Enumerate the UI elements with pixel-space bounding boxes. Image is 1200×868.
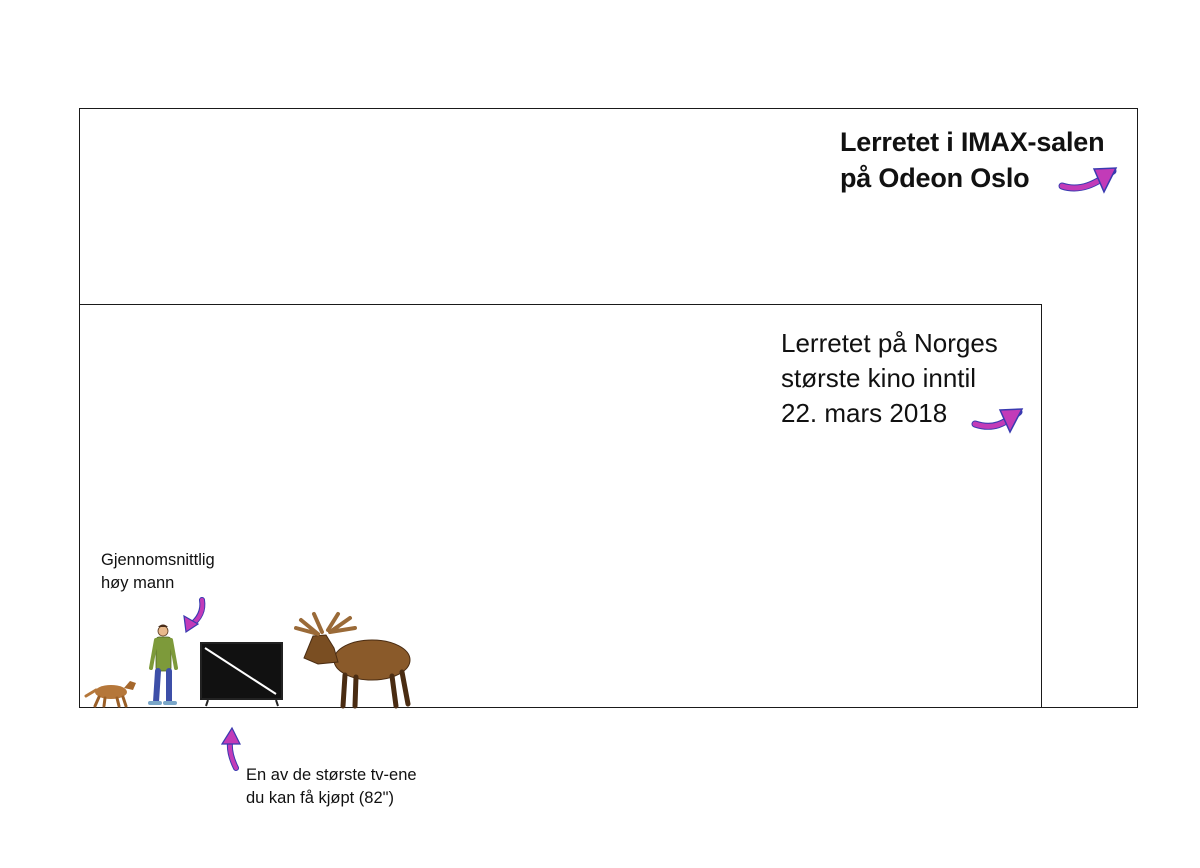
moose-figure <box>296 614 410 706</box>
imax-arrow-icon <box>1062 168 1116 192</box>
imax-label-line-2: på Odeon Oslo <box>840 163 1030 193</box>
dog-figure <box>86 681 136 706</box>
norway-label-line-2: største kino inntil <box>781 363 977 393</box>
norway-arrow-icon <box>975 409 1022 432</box>
tv-arrow-icon <box>222 728 240 768</box>
norway-label-line-3: 22. mars 2018 <box>781 398 948 428</box>
imax-label-line-1: Lerretet i IMAX-salen <box>840 127 1105 157</box>
man-arrow-icon <box>184 600 202 632</box>
tv-label-line-2: du kan få kjøpt (82") <box>246 789 395 807</box>
man-figure <box>150 625 176 704</box>
tv-figure <box>201 643 282 706</box>
tv-label-line-1: En av de største tv-ene <box>246 766 417 784</box>
man-label-line-1: Gjennomsnittlig <box>101 551 215 569</box>
norway-label-line-1: Lerretet på Norges <box>781 328 998 358</box>
man-label-line-2: høy mann <box>101 574 175 592</box>
